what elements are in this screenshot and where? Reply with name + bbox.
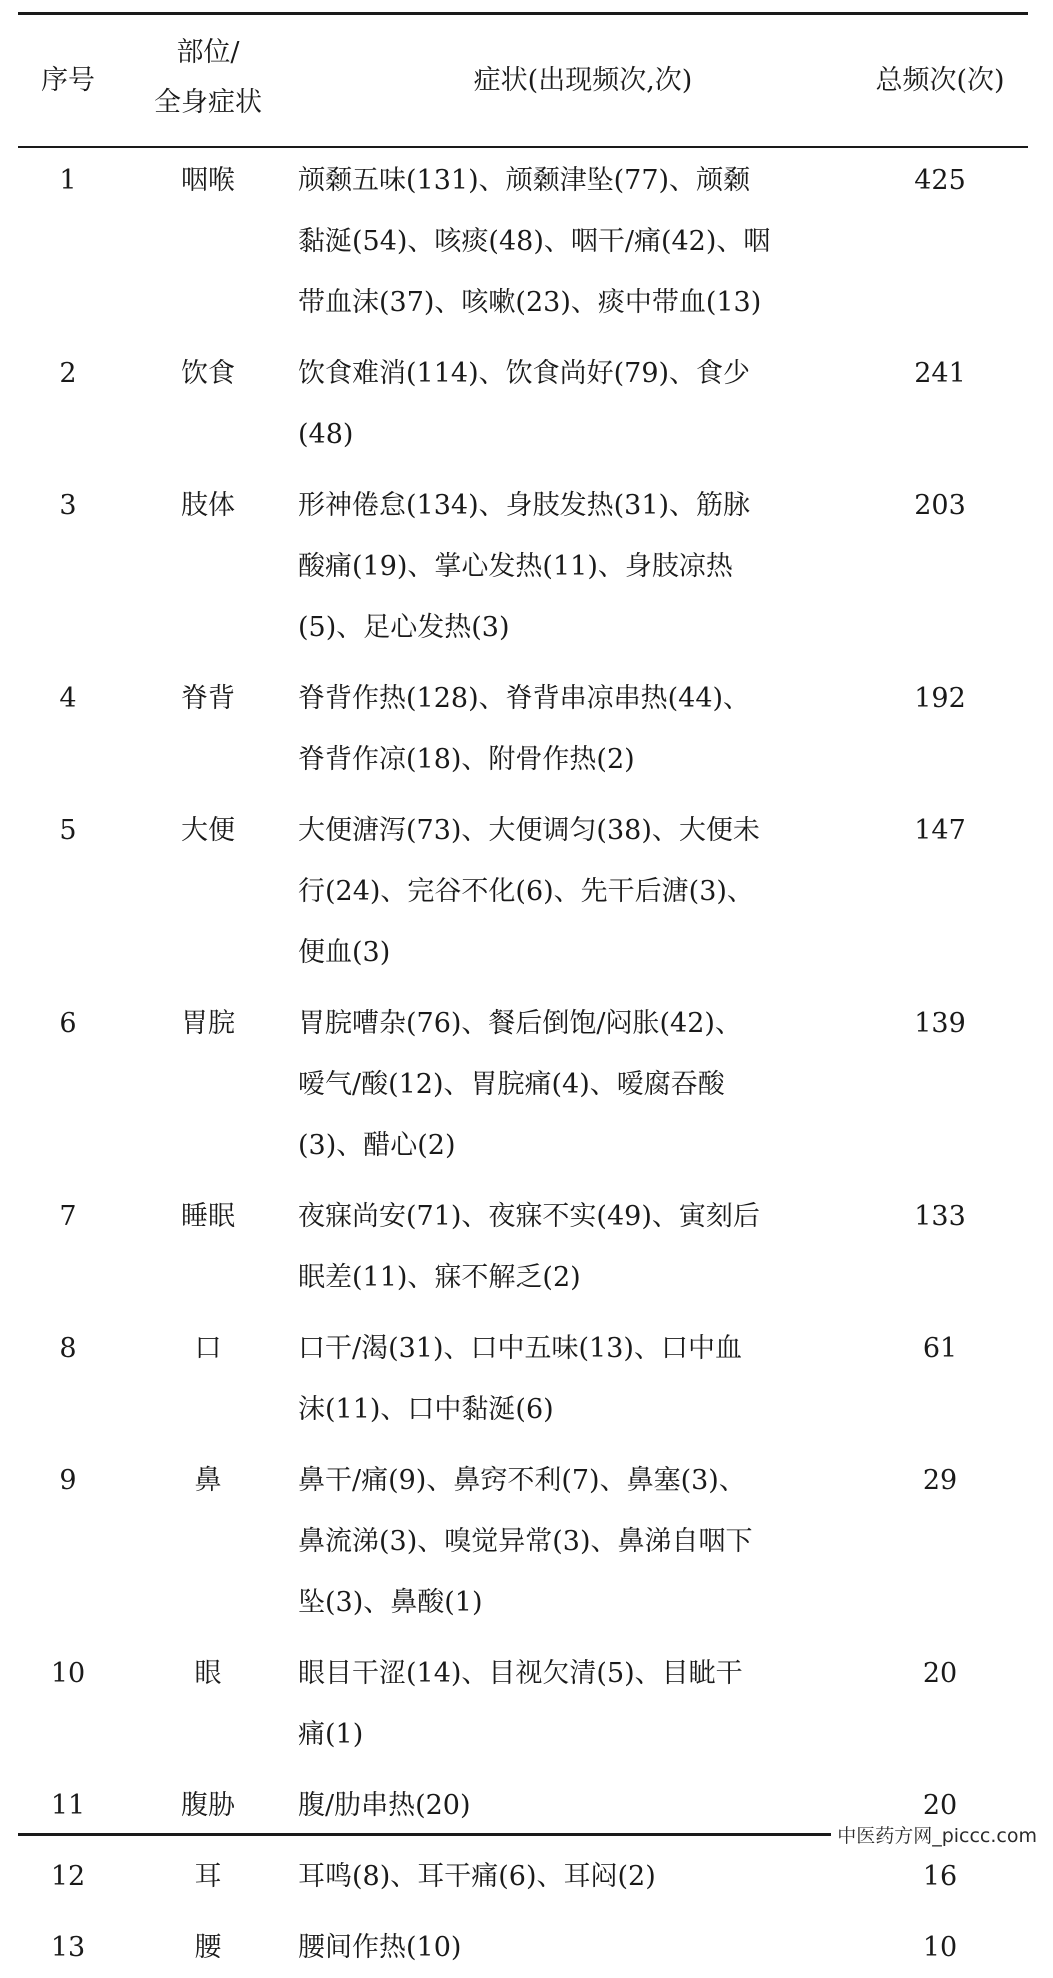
row-symptoms (298, 1450, 858, 1633)
row-site: 眼 (194, 1658, 222, 1689)
symptom-line: 眠差(11)、寐不解乏(2) (298, 1262, 581, 1293)
row-total: 133 (914, 1201, 966, 1232)
row-index: 8 (59, 1333, 77, 1364)
row-total: 147 (914, 815, 966, 846)
table-header-rule (18, 146, 1028, 148)
symptom-line: (5)、足心发热(3) (298, 612, 510, 643)
row-symptoms (298, 343, 858, 465)
symptom-line: 口干/渴(31)、口中五味(13)、口中血 (298, 1333, 742, 1364)
symptom-line: 鼻流涕(3)、嗅觉异常(3)、鼻涕自咽下 (298, 1526, 753, 1557)
row-site: 咽喉 (181, 165, 235, 196)
row-symptoms (298, 1846, 858, 1907)
symptom-line: 腹/肋串热(20) (298, 1790, 471, 1821)
symptom-line: 坠(3)、鼻酸(1) (298, 1587, 483, 1618)
row-total: 20 (922, 1790, 958, 1821)
row-index: 13 (50, 1932, 86, 1963)
row-site: 鼻 (194, 1465, 222, 1496)
row-total: 192 (914, 683, 966, 714)
symptom-line: 眼目干涩(14)、目视欠清(5)、目眦干 (298, 1658, 743, 1689)
symptom-line: 形神倦怠(134)、身肢发热(31)、筋脉 (298, 490, 751, 521)
row-index: 11 (50, 1790, 86, 1821)
row-index: 7 (59, 1201, 77, 1232)
row-site: 腹胁 (181, 1790, 235, 1821)
header-site-line-1: 部位/ (176, 37, 240, 68)
row-total: 20 (922, 1658, 958, 1689)
row-site: 胃脘 (181, 1008, 235, 1039)
row-index: 3 (59, 490, 77, 521)
row-symptoms (298, 475, 858, 658)
row-site: 睡眠 (181, 1201, 235, 1232)
table-top-rule (18, 12, 1028, 15)
row-total: 16 (922, 1861, 958, 1892)
header-symptoms: 症状(出现频次,次) (473, 65, 693, 96)
row-total: 425 (914, 165, 966, 196)
symptom-line: 沫(11)、口中黏涎(6) (298, 1394, 554, 1425)
row-total: 10 (922, 1932, 958, 1963)
symptom-line: 颃颡五味(131)、颃颡津坠(77)、颃颡 (298, 165, 751, 196)
symptom-line: 酸痛(19)、掌心发热(11)、身肢凉热 (298, 551, 733, 582)
row-symptoms (298, 1643, 858, 1765)
row-index: 6 (59, 1008, 77, 1039)
row-site: 脊背 (181, 683, 235, 714)
symptom-line: 黏涎(54)、咳痰(48)、咽干/痛(42)、咽 (298, 226, 771, 257)
symptom-line: 耳鸣(8)、耳干痛(6)、耳闷(2) (298, 1861, 656, 1892)
row-symptoms (298, 1318, 858, 1440)
row-symptoms (298, 800, 858, 983)
symptom-line: 便血(3) (298, 937, 391, 968)
row-site: 口 (194, 1333, 222, 1364)
row-index: 4 (59, 683, 77, 714)
symptom-line: 行(24)、完谷不化(6)、先干后溏(3)、 (298, 876, 754, 907)
header-site (118, 28, 298, 128)
row-symptoms (298, 993, 858, 1176)
row-symptoms (298, 1917, 858, 1978)
symptom-line: (48) (298, 419, 354, 450)
row-index: 10 (50, 1658, 86, 1689)
row-symptoms (298, 150, 858, 333)
row-symptoms (298, 1775, 858, 1836)
symptom-line: 腰间作热(10) (298, 1932, 462, 1963)
row-index: 5 (59, 815, 77, 846)
row-total: 61 (922, 1333, 958, 1364)
row-site: 饮食 (181, 358, 235, 389)
symptom-line: 胃脘嘈杂(76)、餐后倒饱/闷胀(42)、 (298, 1008, 742, 1039)
symptom-line: 脊背作凉(18)、附骨作热(2) (298, 744, 635, 775)
row-site: 大便 (181, 815, 235, 846)
header-index: 序号 (41, 65, 95, 96)
watermark: 中医药方网_piccc.com (831, 1821, 1043, 1848)
symptom-line: 带血沫(37)、咳嗽(23)、痰中带血(13) (298, 287, 762, 318)
row-index: 2 (59, 358, 77, 389)
symptom-line: (3)、醋心(2) (298, 1130, 456, 1161)
row-site: 肢体 (181, 490, 235, 521)
symptom-line: 夜寐尚安(71)、夜寐不实(49)、寅刻后 (298, 1201, 760, 1232)
symptom-line: 嗳气/酸(12)、胃脘痛(4)、嗳腐吞酸 (298, 1069, 725, 1100)
row-index: 12 (50, 1861, 86, 1892)
symptom-line: 鼻干/痛(9)、鼻窍不利(7)、鼻塞(3)、 (298, 1465, 746, 1496)
header-site-line-2: 全身症状 (154, 87, 262, 118)
row-total: 29 (922, 1465, 958, 1496)
symptom-line: 大便溏泻(73)、大便调匀(38)、大便未 (298, 815, 760, 846)
row-symptoms (298, 1186, 858, 1308)
row-index: 1 (59, 165, 77, 196)
symptom-line: 痛(1) (298, 1719, 364, 1750)
symptom-line: 饮食难消(114)、饮食尚好(79)、食少 (298, 358, 751, 389)
row-total: 241 (914, 358, 966, 389)
symptom-line: 脊背作热(128)、脊背串凉串热(44)、 (298, 683, 751, 714)
row-total: 139 (914, 1008, 966, 1039)
row-total: 203 (914, 490, 966, 521)
row-site: 腰 (194, 1932, 222, 1963)
row-index: 9 (59, 1465, 77, 1496)
row-site: 耳 (194, 1861, 222, 1892)
row-symptoms (298, 668, 858, 790)
header-total: 总频次(次) (875, 65, 1005, 96)
